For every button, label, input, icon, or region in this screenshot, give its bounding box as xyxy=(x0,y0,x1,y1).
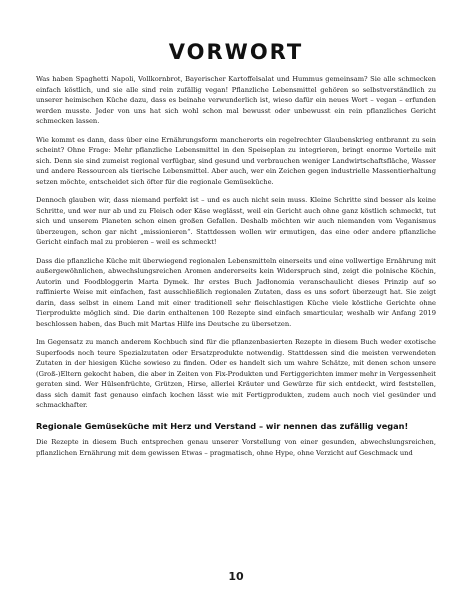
page-number: 10 xyxy=(228,570,244,583)
body-text xyxy=(36,74,436,466)
paragraph-glaubenskrieg: Wie kommt es dann, dass über eine Ernährungsform mancherorts ein regelrechter Glaubenskrieg entbrannt zu sein scheint? Ohne Frage: Mehr pflanzliche Lebensmittel in den Speiseplan zu integrieren, bringt enorme Vorteile mit sich. Denn sie sind zumeist regional verfügbar, sind gesund und verbrauchen weniger Landwirtschaftsfläche, Wasser und andere Ressourcen als tierische Lebensmittel. Aber auch, wer ein Zeichen gegen industrielle Massentierhaltung setzen möchte, entscheidet sich öfter für die regionale Gemüseküche. xyxy=(36,135,436,186)
paragraph-zutaten: Im Gegensatz zu manch anderem Kochbuch sind für die pflanzenbasierten Rezepte in diesem Buch weder exotische Superfoods noch teure Spezialzutaten oder Ersatzprodukte notwendig. Stattdessen sind die meisten verwendeten Zutaten in der hiesigen Küche sowieso zu finden. Oder es handelt sich um wahre Schätze, mit denen schon unsere (Groß-)Eltern gekocht haben, die aber in Zeiten von Fix-Produkten und Fertiggerichten immer mehr in Vergessenheit geraten sind. Wer Hülsenfrüchte, Grützen, Hirse, allerlei Kräuter und Gewürze für sich entdeckt, wird feststellen, dass sich damit fast genauso einfach kochen lässt wie mit Fertigprodukten, zudem auch noch viel gesünder und schmackhafter. xyxy=(36,338,436,409)
paragraph-marta-dymek: Dass die pflanzliche Küche mit überwiegend regionalen Lebensmitteln einerseits und eine vollwertige Ernährung mit außergewöhnlichen, abwechslungsreichen Aromen andererseits kein Widerspruch sind, zeigt die polnische Köchin, Autorin und Foodbloggerin Marta Dymek. Ihr erstes Buch Jadłonomia veranschaulicht dieses Prinzip auf so raffinierte Weise mit einfachen, fast ausschließlich regionalen Zutaten, dass es uns sofort überzeugt hat. Sie zeigt darin, dass selbst in einem Land mit einer traditionell sehr fleischlastigen Küche viele köstliche Gerichte ohne Tierprodukte möglich sind. Die darin enthaltenen 100 Rezepte sind einfach smarticular, weshalb wir Anfang 2019 beschlossen haben, das Buch mit Martas Hilfe ins Deutsche zu übersetzen. xyxy=(36,256,436,328)
page-title: VORWORT xyxy=(168,40,304,64)
paragraph-intro: Was haben Spaghetti Napoli, Vollkornbrot, Bayerischer Kartoffelsalat und Hummus gemeinsam? Sie alle schmecken einfach köstlich, und sie alle sind rein zufällig vegan! Pflanzliche Lebensmittel gehören so selbstverständlich zu unserer heimischen Küche dazu, dass es beinahe verwunderlich ist, wieso dafür ein neues Wort – vegan – erfunden werden musste. Jeder von uns hat sich wohl schon mal bewusst oder unbewusst ein rein pflanzliches Gericht schmecken lassen. xyxy=(36,75,436,125)
paragraph-kleine-schritte: Dennoch glauben wir, dass niemand perfekt ist – und es auch nicht sein muss. Kleine Schritte sind besser als keine Schritte, und wer nur ab und zu Fleisch oder Käse weglässt, weil ein Gericht auch ohne ganz köstlich schmeckt, tut sich und unserem Planeten schon einen großen Gefallen. Deshalb möchten wir auch niemanden vom Veganismus überzeugen, schon gar nicht „missionieren“. Stattdessen wollen wir ermutigen, das eine oder andere pflanzliche Gericht einfach mal zu probieren – weil es schmeckt! xyxy=(36,196,436,246)
paragraph-closing: Die Rezepte in diesem Buch entsprechen genau unserer Vorstellung von einer gesunden, abwechslungsreichen, pflanzlichen Ernährung mit dem gewissen Etwas – pragmatisch, ohne Hype, ohne Verzicht auf Geschmack und xyxy=(36,438,436,457)
section-subheading: Regionale Gemüseküche mit Herz und Verstand – wir nennen das zufällig vegan! xyxy=(36,420,409,431)
